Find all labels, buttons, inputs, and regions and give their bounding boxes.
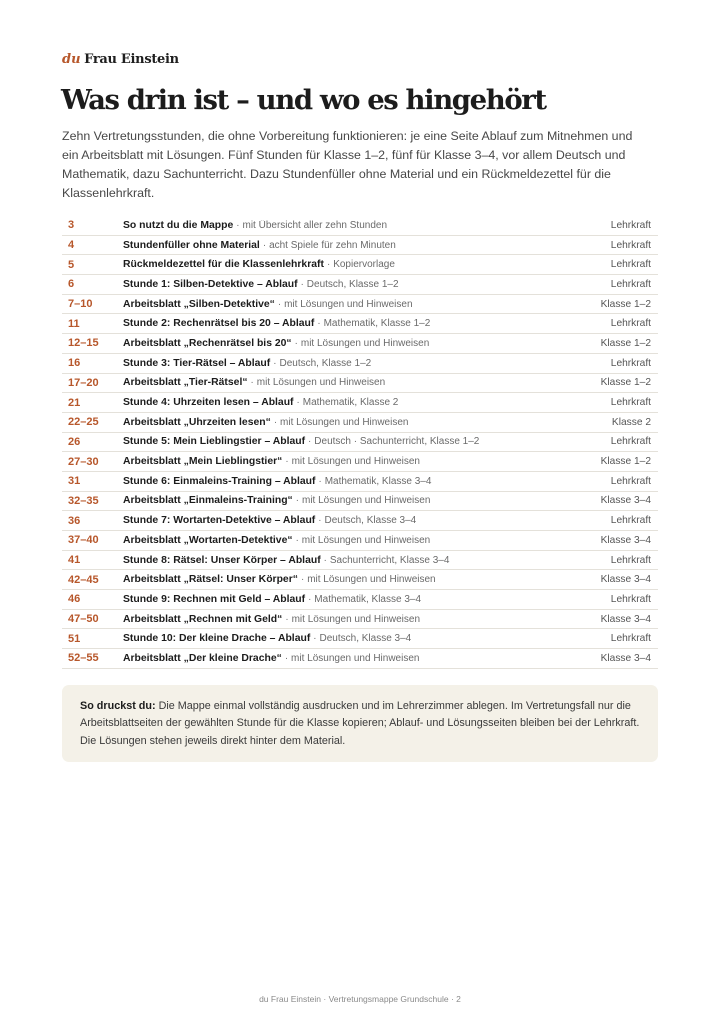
toc-page-number: 26 — [68, 435, 81, 448]
toc-audience: Lehrkraft — [610, 259, 651, 271]
toc-entry — [123, 299, 558, 310]
toc-entry-title: Arbeitsblatt „Der kleine Drache“ — [123, 652, 282, 664]
toc-audience: Klasse 1–2 — [600, 456, 651, 468]
toc-entry-title: Stunde 3: Tier-Rätsel – Ablauf — [123, 357, 271, 369]
toc-row — [62, 314, 658, 334]
toc-row — [62, 275, 658, 295]
toc-entry — [123, 417, 558, 428]
toc-audience: Lehrkraft — [610, 318, 651, 330]
toc-separator: · — [281, 652, 292, 664]
toc-audience: Klasse 3–4 — [600, 574, 651, 586]
print-note-text: Die Mappe einmal vollständig ausdrucken und im Lehrerzimmer ablegen. Im Vertretungsfall nur die Arbeitsblattseiten der gewählten Stunde für die Klasse kopieren; Ablauf- und Lösungsseiten bleiben bei der Lehrkraft. Die Lösungen stehen jeweils direkt hinter dem Material. — [80, 700, 640, 747]
toc-audience: Klasse 3–4 — [600, 613, 651, 625]
toc-separator: · — [310, 633, 320, 645]
toc-audience: Klasse 2 — [611, 416, 651, 428]
toc-entry-title: Arbeitsblatt „Tier-Rätsel“ — [123, 377, 248, 389]
toc-entry — [123, 338, 558, 349]
toc-audience: Klasse 1–2 — [600, 377, 651, 389]
toc-audience: Lehrkraft — [610, 357, 651, 369]
toc-separator: · — [297, 278, 307, 290]
toc-page-number: 17–20 — [68, 376, 99, 389]
toc-entry-subtitle: mit Lösungen und Hinweisen — [280, 416, 409, 428]
toc-separator: · — [270, 416, 281, 428]
toc-page-number: 36 — [68, 514, 81, 527]
toc-separator: · — [274, 298, 285, 310]
toc-separator: · — [320, 554, 330, 566]
toc-audience: Lehrkraft — [610, 554, 651, 566]
toc-row — [62, 354, 658, 374]
toc-page-number: 27–30 — [68, 455, 99, 468]
toc-entry-subtitle: mit Lösungen und Hinweisen — [284, 298, 413, 310]
toc-entry-subtitle: Deutsch · Sachunterricht, Klasse 1–2 — [314, 436, 480, 448]
toc-entry-title: Stunde 8: Rätsel: Unser Körper – Ablauf — [123, 554, 321, 566]
toc-separator: · — [291, 337, 301, 349]
toc-entry-subtitle: mit Lösungen und Hinweisen — [307, 574, 436, 586]
toc-entry — [123, 377, 558, 388]
brand-name: Frau Einstein — [84, 52, 179, 67]
toc-entry-title: Stunde 9: Rechnen mit Geld – Ablauf — [123, 593, 306, 605]
toc-audience: Lehrkraft — [610, 219, 651, 231]
toc-entry-subtitle: Kopiervorlage — [333, 259, 395, 271]
toc-entry-subtitle: Deutsch, Klasse 3–4 — [324, 515, 417, 527]
toc-page-number: 11 — [68, 317, 80, 330]
toc-entry — [123, 259, 558, 270]
toc-audience: Klasse 3–4 — [600, 652, 651, 664]
toc-separator: · — [323, 259, 334, 271]
toc-entry-subtitle: Mathematik, Klasse 2 — [302, 397, 399, 409]
toc-row — [62, 236, 658, 256]
page-title: Was drin ist – und wo es hingehört — [61, 84, 546, 116]
print-note-lead: So druckst du: — [80, 700, 156, 712]
toc-separator: · — [282, 613, 292, 625]
toc-entry — [123, 476, 558, 487]
toc-row — [62, 570, 658, 590]
toc-entry — [123, 633, 558, 644]
toc-page-number: 7–10 — [68, 298, 93, 311]
toc-row — [62, 295, 658, 315]
toc-entry — [123, 574, 558, 585]
toc-entry-title: Arbeitsblatt „Rätsel: Unser Körper“ — [123, 574, 298, 586]
toc-separator: · — [315, 475, 325, 487]
toc-separator: · — [292, 534, 302, 546]
toc-separator: · — [282, 456, 292, 468]
toc-entry — [123, 279, 558, 290]
toc-entry-subtitle: mit Lösungen und Hinweisen — [291, 613, 421, 625]
page-footer — [0, 994, 720, 1004]
toc-entry-subtitle: mit Übersicht aller zehn Stunden — [242, 219, 388, 231]
toc-audience: Lehrkraft — [610, 436, 651, 448]
toc-entry — [123, 653, 558, 664]
toc-row — [62, 374, 658, 394]
toc-page-number: 41 — [68, 554, 81, 567]
toc-separator: · — [293, 397, 303, 409]
toc-row — [62, 433, 658, 453]
toc-entry-subtitle: Sachunterricht, Klasse 3–4 — [329, 554, 450, 566]
toc-separator: · — [297, 574, 308, 586]
toc-entry-title: Arbeitsblatt „Rechnen mit Geld“ — [123, 613, 283, 625]
toc-entry — [123, 614, 558, 625]
toc-entry-title: So nutzt du die Mappe — [123, 219, 234, 231]
toc-page-number: 46 — [68, 593, 81, 606]
toc-entry-title: Arbeitsblatt „Wortarten-Detektive“ — [123, 534, 293, 546]
toc-entry-subtitle: mit Lösungen und Hinweisen — [300, 337, 430, 349]
toc-entry-title: Rückmeldezettel für die Klassenlehrkraft — [123, 259, 324, 271]
toc-entry — [123, 358, 558, 369]
toc-separator: · — [270, 357, 280, 369]
toc-row — [62, 649, 658, 669]
toc-entry-title: Stundenfüller ohne Material — [123, 239, 260, 251]
toc-page-number: 3 — [68, 219, 75, 232]
toc-page-number: 51 — [68, 632, 81, 645]
toc-audience: Lehrkraft — [610, 633, 651, 645]
toc-entry — [123, 535, 558, 546]
toc-row — [62, 334, 658, 354]
toc-page-number: 52–55 — [68, 652, 99, 665]
toc-page-number: 5 — [68, 258, 75, 271]
brand-prefix: du — [62, 52, 81, 67]
toc-separator: · — [247, 377, 257, 389]
toc-entry-subtitle: Deutsch, Klasse 3–4 — [319, 633, 412, 645]
footer-title: Vertretungsmappe Grundschule — [328, 994, 449, 1004]
footer-separator: · — [323, 994, 329, 1004]
toc-entry-subtitle: mit Lösungen und Hinweisen — [256, 377, 386, 389]
toc-separator: · — [259, 239, 270, 251]
toc-entry-title: Arbeitsblatt „Einmaleins-Training“ — [123, 495, 293, 507]
toc-separator: · — [315, 515, 325, 527]
toc-row — [62, 629, 658, 649]
toc-page-number: 32–35 — [68, 494, 99, 507]
toc-entry-title: Arbeitsblatt „Rechenrätsel bis 20“ — [123, 337, 292, 349]
toc-row — [62, 492, 658, 512]
toc-page-number: 37–40 — [68, 534, 99, 547]
toc-entry-title: Stunde 1: Silben-Detektive – Ablauf — [123, 278, 298, 290]
toc-page-number: 12–15 — [68, 337, 99, 350]
toc-entry-title: Arbeitsblatt „Silben-Detektive“ — [123, 298, 275, 310]
toc-entry — [123, 594, 558, 605]
toc-audience: Lehrkraft — [610, 475, 651, 487]
intro-text: Zehn Vertretungsstunden, die ohne Vorbereitung funktionieren: je eine Seite Ablauf zum Mitnehmen und ein Arbeitsblatt mit Lösungen. Fünf Stunden für Klasse 1–2, fünf für Klasse 3–4, vor allem Deutsch und Mathematik, dazu Sachunterricht. Dazu Stundenfüller ohne Material und ein Rückmeldezettel für die Klassenlehrkraft. — [62, 129, 633, 200]
toc-entry-subtitle: Deutsch, Klasse 1–2 — [306, 278, 399, 290]
toc-audience: Lehrkraft — [610, 239, 651, 251]
toc-page-number: 4 — [68, 239, 75, 252]
toc-row — [62, 531, 658, 551]
toc-row — [62, 511, 658, 531]
toc-entry — [123, 220, 558, 231]
footer-page-number: 2 — [456, 994, 461, 1004]
toc-entry-subtitle: Mathematik, Klasse 1–2 — [323, 318, 431, 330]
toc-row — [62, 610, 658, 630]
toc-audience: Lehrkraft — [610, 397, 651, 409]
footer-brand: du Frau Einstein — [259, 994, 321, 1004]
toc-row — [62, 590, 658, 610]
toc-entry-title: Stunde 10: Der kleine Drache – Ablauf — [123, 633, 311, 645]
toc-entry-subtitle: mit Lösungen und Hinweisen — [291, 456, 420, 468]
toc-audience: Lehrkraft — [610, 593, 651, 605]
toc-entry-subtitle: acht Spiele für zehn Minuten — [269, 239, 396, 251]
toc-entry-subtitle: mit Lösungen und Hinweisen — [291, 652, 420, 664]
toc-entry — [123, 515, 558, 526]
toc-row — [62, 452, 658, 472]
toc-audience: Lehrkraft — [610, 515, 651, 527]
toc-entry-title: Stunde 5: Mein Lieblingstier – Ablauf — [123, 436, 306, 448]
toc-entry — [123, 240, 558, 251]
toc-entry-title: Arbeitsblatt „Mein Lieblingstier“ — [123, 456, 283, 468]
toc-separator: · — [314, 318, 324, 330]
toc-page-number: 22–25 — [68, 416, 99, 429]
toc-page-number: 42–45 — [68, 573, 99, 586]
toc-separator: · — [305, 593, 315, 605]
toc-page-number: 16 — [68, 357, 81, 370]
table-of-contents — [62, 216, 658, 669]
toc-audience: Lehrkraft — [610, 278, 651, 290]
toc-row — [62, 472, 658, 492]
toc-entry-subtitle: mit Lösungen und Hinweisen — [301, 534, 431, 546]
toc-page-number: 6 — [68, 278, 75, 291]
toc-audience: Klasse 3–4 — [600, 534, 651, 546]
toc-entry-subtitle: Mathematik, Klasse 3–4 — [324, 475, 432, 487]
toc-entry-subtitle: Deutsch, Klasse 1–2 — [279, 357, 372, 369]
toc-row — [62, 216, 658, 236]
toc-page-number: 47–50 — [68, 613, 99, 626]
toc-entry-subtitle: mit Lösungen und Hinweisen — [301, 495, 431, 507]
print-note — [62, 685, 658, 762]
toc-entry — [123, 555, 558, 566]
toc-entry-subtitle: Mathematik, Klasse 3–4 — [314, 593, 422, 605]
brand-logo — [62, 51, 179, 67]
toc-separator: · — [305, 436, 315, 448]
toc-entry — [123, 436, 558, 447]
toc-row — [62, 393, 658, 413]
toc-entry — [123, 397, 558, 408]
toc-page-number: 21 — [68, 396, 81, 409]
toc-entry — [123, 456, 558, 467]
toc-row — [62, 413, 658, 433]
toc-entry-title: Arbeitsblatt „Uhrzeiten lesen“ — [123, 416, 271, 428]
footer-separator: · — [450, 994, 457, 1004]
toc-row — [62, 255, 658, 275]
toc-separator: · — [233, 219, 243, 231]
toc-audience: Klasse 1–2 — [600, 337, 651, 349]
toc-entry-title: Stunde 7: Wortarten-Detektive – Ablauf — [123, 515, 316, 527]
toc-entry-title: Stunde 6: Einmaleins-Training – Ablauf — [123, 475, 316, 487]
toc-entry — [123, 318, 558, 329]
toc-audience: Klasse 1–2 — [600, 298, 651, 310]
toc-row — [62, 551, 658, 571]
toc-separator: · — [292, 495, 302, 507]
toc-entry-title: Stunde 2: Rechenrätsel bis 20 – Ablauf — [123, 318, 315, 330]
toc-entry-title: Stunde 4: Uhrzeiten lesen – Ablauf — [123, 397, 294, 409]
toc-audience: Klasse 3–4 — [600, 495, 651, 507]
toc-entry — [123, 495, 558, 506]
toc-page-number: 31 — [68, 475, 81, 488]
